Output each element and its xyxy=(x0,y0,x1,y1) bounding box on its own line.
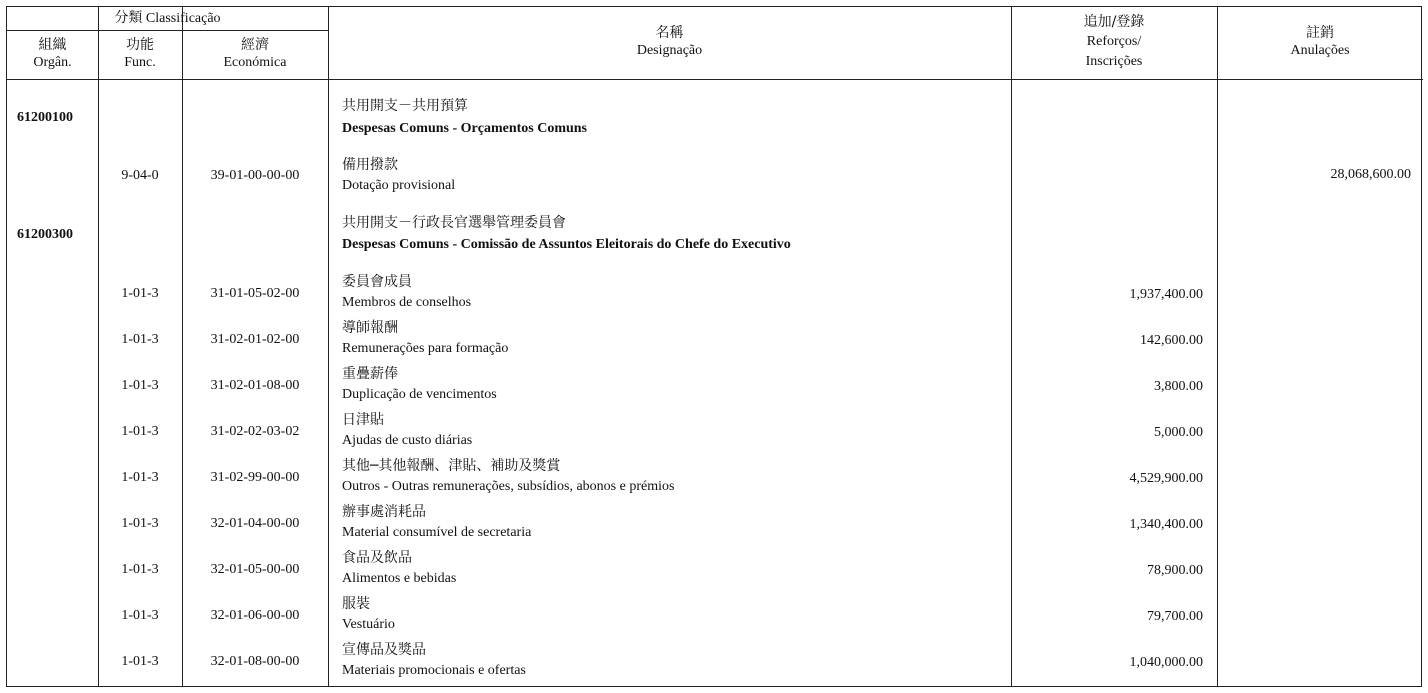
econ-code: 31-02-01-02-00 xyxy=(210,332,300,347)
item-name-pt: Duplicação de vencimentos xyxy=(342,387,497,402)
func-code: 1-01-3 xyxy=(121,470,159,485)
item-name-zh: 導師報酬 xyxy=(342,320,398,336)
func-code: 1-01-3 xyxy=(121,654,159,669)
item-name-pt: Alimentos e bebidas xyxy=(342,571,457,586)
item-name-zh: 辦事處消耗品 xyxy=(342,504,426,520)
item-name-zh: 重疊薪俸 xyxy=(342,366,398,382)
organ-code: 61200100 xyxy=(17,110,73,125)
item-name-zh: 其他─其他報酬、津貼、補助及獎賞 xyxy=(342,458,561,474)
section-title-pt: Despesas Comuns - Comissão de Assuntos Eleitorais do Chefe do Executivo xyxy=(342,237,791,252)
item-name-pt: Remunerações para formação xyxy=(342,341,509,356)
reinforcement-amount: 3,800.00 xyxy=(1154,379,1203,394)
func-code: 1-01-3 xyxy=(121,378,159,393)
econ-code: 32-01-04-00-00 xyxy=(210,516,300,531)
divider xyxy=(328,7,329,686)
item-name-pt: Outros - Outras remunerações, subsídios, abonos e prémios xyxy=(342,479,675,494)
func-code: 1-01-3 xyxy=(121,286,159,301)
organ-code: 61200300 xyxy=(17,227,73,242)
item-name-zh: 食品及飲品 xyxy=(342,550,412,566)
econ-code: 31-01-05-02-00 xyxy=(210,286,300,301)
header-reinforcements: 追加/登錄 Reforços/ Inscrições xyxy=(1083,14,1145,69)
section-title-zh: 共用開支－行政長官選舉管理委員會 xyxy=(342,215,566,231)
section-title-pt: Despesas Comuns - Orçamentos Comuns xyxy=(342,121,588,136)
func-code: 9-04-0 xyxy=(121,168,159,183)
econ-code: 31-02-02-03-02 xyxy=(210,424,300,439)
header-bottom-line xyxy=(7,79,1423,80)
econ-code: 31-02-01-08-00 xyxy=(210,378,300,393)
budget-table xyxy=(6,6,1422,687)
cancellation-amount: 28,068,600.00 xyxy=(1330,167,1411,182)
econ-code: 32-01-06-00-00 xyxy=(210,608,300,623)
divider xyxy=(1217,7,1218,686)
reinforcement-amount: 1,937,400.00 xyxy=(1129,287,1203,302)
econ-code: 32-01-05-00-00 xyxy=(210,562,300,577)
item-name-pt: Material consumível de secretaria xyxy=(342,525,532,540)
item-name-zh: 宣傳品及獎品 xyxy=(342,642,426,658)
header-func: 功能 Func. xyxy=(124,37,156,70)
econ-code: 39-01-00-00-00 xyxy=(210,168,300,183)
item-name-pt: Dotação provisional xyxy=(342,178,456,193)
item-name-zh: 備用撥款 xyxy=(342,157,398,173)
item-name-zh: 委員會成員 xyxy=(342,274,412,290)
header-econ: 經濟 Económica xyxy=(223,37,287,70)
func-code: 1-01-3 xyxy=(121,424,159,439)
header-classification: 分類 Classificação xyxy=(114,11,221,26)
divider xyxy=(7,30,328,31)
func-code: 1-01-3 xyxy=(121,516,159,531)
func-code: 1-01-3 xyxy=(121,562,159,577)
econ-code: 32-01-08-00-00 xyxy=(210,654,300,669)
header-designation: 名稱 Designação xyxy=(636,25,703,58)
item-name-pt: Materiais promocionais e ofertas xyxy=(342,663,526,678)
reinforcement-amount: 4,529,900.00 xyxy=(1129,471,1203,486)
item-name-pt: Vestuário xyxy=(342,617,395,632)
header-organ: 組織 Orgân. xyxy=(33,37,72,70)
reinforcement-amount: 79,700.00 xyxy=(1147,609,1203,624)
reinforcement-amount: 1,340,400.00 xyxy=(1129,517,1203,532)
item-name-zh: 服裝 xyxy=(342,596,370,612)
reinforcement-amount: 78,900.00 xyxy=(1147,563,1203,578)
item-name-pt: Ajudas de custo diárias xyxy=(342,433,473,448)
reinforcement-amount: 142,600.00 xyxy=(1140,333,1203,348)
func-code: 1-01-3 xyxy=(121,332,159,347)
section-title-zh: 共用開支－共用預算 xyxy=(342,98,468,114)
header-cancellations: 註銷 Anulações xyxy=(1290,25,1350,58)
econ-code: 31-02-99-00-00 xyxy=(210,470,300,485)
reinforcement-amount: 1,040,000.00 xyxy=(1129,655,1203,670)
item-name-pt: Membros de conselhos xyxy=(342,295,472,310)
func-code: 1-01-3 xyxy=(121,608,159,623)
reinforcement-amount: 5,000.00 xyxy=(1154,425,1203,440)
item-name-zh: 日津貼 xyxy=(342,412,384,428)
